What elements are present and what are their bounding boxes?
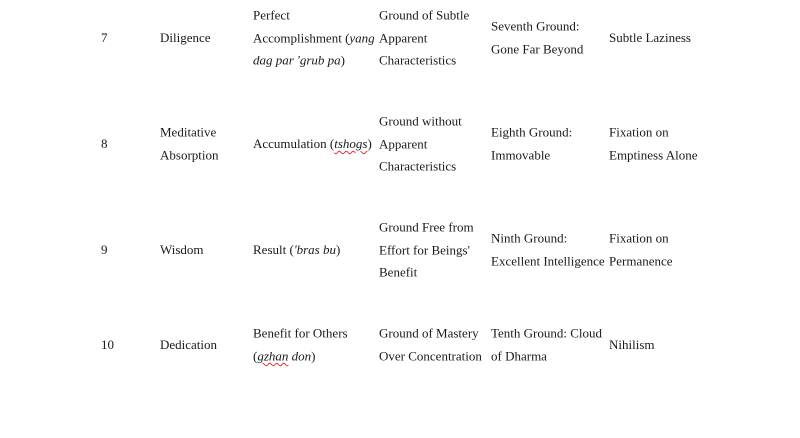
cell-line: Permanence [609, 253, 673, 268]
cell-line: Seventh Ground: [491, 18, 580, 34]
ground-quality [379, 110, 462, 178]
cell-line: Ground of Subtle [379, 7, 470, 23]
cell-line: Fixation on [609, 124, 669, 140]
paramita-number [101, 239, 108, 262]
tibetan-term: 'bras bu [293, 241, 336, 257]
bhumi-name [491, 16, 583, 61]
number-text: 9 [101, 241, 108, 257]
ground-quality [379, 4, 469, 72]
ground-quality [379, 216, 474, 284]
cell-line: Diligence [160, 29, 211, 45]
paramita-number [101, 133, 108, 156]
cell-line [253, 49, 375, 72]
number-text: 7 [101, 29, 108, 45]
text-segment: Accumulation ( [253, 135, 335, 151]
bhumi-name [491, 323, 602, 368]
cell-line [253, 239, 340, 262]
cell-line: Ground Free from [379, 219, 474, 235]
cell-line: Absorption [160, 147, 219, 162]
paramita-aspect [253, 133, 372, 156]
cell-line: Effort for Beings' [379, 241, 470, 257]
cell-line: Emptiness Alone [609, 147, 698, 162]
cell-line [253, 133, 372, 156]
tibetan-term: gzhan [257, 348, 289, 363]
cell-line: Characteristics [379, 158, 457, 174]
paramita-number [101, 27, 108, 50]
bhumi-name [491, 122, 572, 167]
cell-line: Apparent [379, 29, 428, 45]
tibetan-term: dag par 'grub pa [253, 52, 341, 68]
obscuration [609, 27, 691, 50]
cell-line: Over Concentration [379, 348, 482, 363]
number-text: 10 [101, 336, 114, 352]
text-segment: Benefit for Others [253, 325, 348, 341]
paramita-aspect [253, 323, 348, 368]
paramita-name [160, 334, 217, 357]
text-segment: ( [253, 348, 258, 363]
text-segment: ) [335, 241, 341, 257]
text-segment: Result ( [253, 241, 294, 257]
bhumi-name [491, 228, 605, 273]
obscuration [609, 122, 697, 167]
text-segment: ) [311, 348, 316, 363]
cell-line: of Dharma [491, 348, 547, 363]
paramita-name [160, 27, 211, 50]
cell-line [253, 27, 375, 50]
paramita-name [160, 239, 204, 262]
cell-line: Fixation on [609, 230, 669, 246]
text-segment: ) [340, 52, 345, 68]
cell-line [253, 345, 348, 368]
ground-quality [379, 323, 482, 368]
cell-line: Eighth Ground: [491, 124, 573, 140]
cell-line: Dedication [160, 336, 218, 352]
cell-line: Gone Far Beyond [491, 41, 584, 56]
cell-line: Subtle Laziness [609, 29, 691, 45]
cell-line: Tenth Ground: Cloud [491, 325, 603, 341]
obscuration [609, 334, 655, 357]
number-text: 8 [101, 135, 108, 151]
text-segment: Accomplishment ( [253, 29, 350, 45]
cell-line: Ninth Ground: [491, 230, 568, 246]
obscuration [609, 228, 673, 273]
cell-line: Ground of Mastery [379, 325, 479, 341]
cell-line: Meditative [160, 124, 217, 140]
cell-line: Excellent Intelligence [491, 253, 605, 268]
tibetan-term: yang [349, 29, 375, 45]
cell-line: Wisdom [160, 241, 204, 257]
cell-line: Nihilism [609, 336, 655, 352]
text-segment: ) [367, 135, 372, 151]
cell-line: Benefit [379, 264, 418, 280]
paramita-aspect [253, 4, 375, 72]
cell-line [253, 4, 375, 27]
cell-line: Characteristics [379, 52, 457, 68]
paramita-number [101, 334, 114, 357]
paramita-aspect [253, 239, 340, 262]
tibetan-term: don [288, 348, 312, 363]
tibetan-term: tshogs [334, 135, 368, 151]
text-segment: Perfect [253, 7, 290, 23]
paramita-name [160, 122, 219, 167]
cell-line [253, 323, 348, 346]
cell-line: Ground without [379, 113, 462, 129]
cell-line: Apparent [379, 135, 428, 151]
cell-line: Immovable [491, 147, 551, 162]
